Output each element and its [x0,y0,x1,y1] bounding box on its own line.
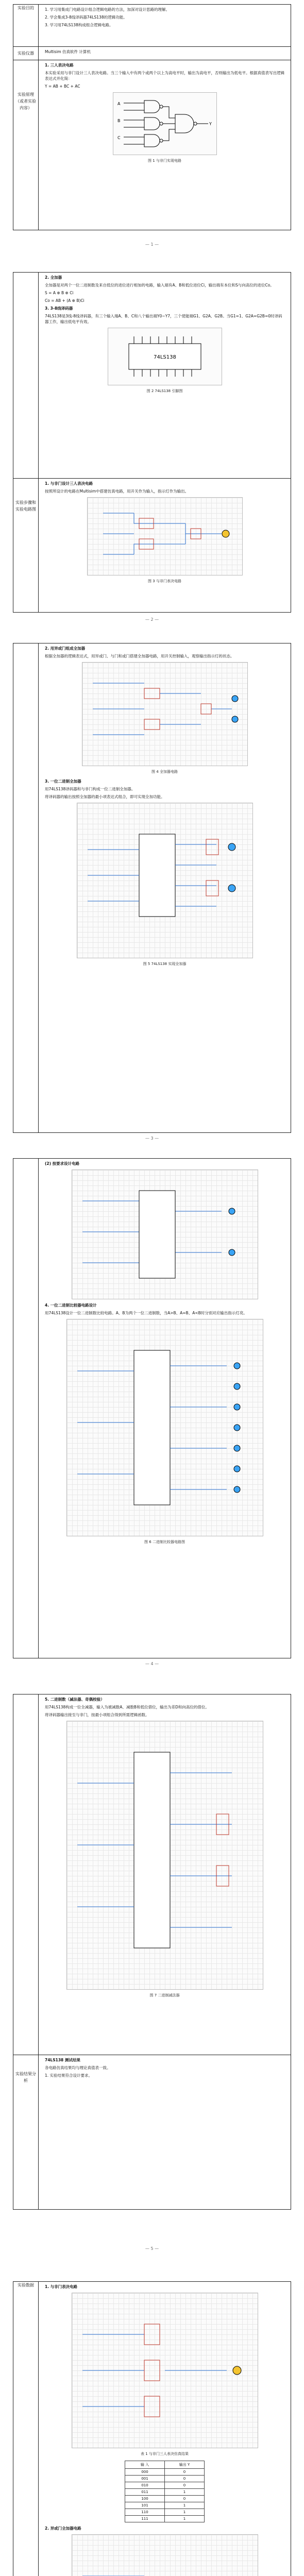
data1-title: 1. 与非门表决电路 [45,2284,78,2289]
step1-title: 1. 与非门设计三人表决电路 [45,481,93,486]
principle-label: 实验原理（或者实验内容） [13,60,39,230]
page-number-2: — 2 — [145,617,159,622]
objective-label: 实验目的 [13,5,39,47]
objective-2: 2. 学会集成3-8线译码器74LS138的逻辑功能。 [45,15,127,20]
page-number-1: — 1 — [145,242,159,247]
figure-decoder-adder [77,803,253,958]
figure-5-caption: 图 5 74LS138 实现全加器 [143,962,187,966]
figure-comparator [66,1319,263,1536]
step2-text: 根据全加器的逻辑表达式，用异或门、与门和或门搭建全加器电路，用开关控制输入，观察输出指示灯的状态。 [45,654,234,658]
svg-text:Y: Y [209,122,212,126]
section2-text: 全加器是对两个一位二进制数及来自低位的进位进行相加的电路，输入端有A、B和低位进位Ci，输出端有本位和S与向高位的进位Co。 [45,283,274,287]
page-5 [0,1690,304,2257]
step6-text2: 将译码器输出接至与非门，按最小项组合得到所需逻辑函数。 [45,1713,149,1717]
page-6 [0,2277,304,2576]
table-row: 000 0 [125,2469,205,2476]
result-label: 实验结果分析 [13,2055,39,2210]
report-table-1 [13,4,291,230]
step5-title: 4. 一位二进制比较器电路设计 [45,1303,97,1308]
figure-2-caption: 图 2 74LS138 引脚图 [146,389,183,393]
page-2 [0,268,304,629]
step5-text: 用74LS138设计一位二进制数比较电路。A、B为两个一位二进制数，当A>B、A=B、A<B时分别对应输出指示灯亮。 [45,1311,247,1315]
formula-sum: S = A ⊕ B ⊕ Ci [45,291,74,295]
report-table-6 [13,2281,291,2576]
step4-title: (2) 按要求设计电路 [45,1161,80,1166]
figure-1-caption: 图 1 与非门实现电路 [148,159,181,163]
step6-title: 5. 二进制数（减法器、奇偶校验） [45,1697,105,1702]
result-text: 各电路仿真结果均与理论真值表一致。 [45,2065,111,2070]
report-table-3 [13,643,291,1133]
table-row: 010 0 [125,2482,205,2489]
page-number-5: — 5 — [145,2246,159,2251]
page-number-4: — 4 — [145,1662,159,1666]
table-row: 111 1 [125,2516,205,2522]
result-text2: 1. 实验结果符合设计要求。 [45,2073,93,2078]
step2-title: 2. 用异或门组成全加器 [45,646,86,651]
section3-title: 3. 3-8线译码器 [45,306,73,311]
data2-title: 2. 异或门全加器电路 [45,2526,81,2531]
data-label: 实验数据 [13,2282,39,2576]
figure-subtractor [66,1721,263,1990]
figure-3-caption: 图 3 与非门表决电路 [148,579,181,583]
page-1 [0,0,304,258]
experiment-label: 实验步骤和实验电路图 [13,479,39,613]
step3-text2: 将译码器的输出按照全加器的最小项表达式组合，即可实现全加功能。 [45,794,165,799]
figure-step4-circuit [72,1170,258,1299]
chip-label: 74LS138 [153,354,176,360]
section2-title: 2. 全加器 [45,275,62,280]
page-4 [0,1154,304,1669]
formula-carry: Co = AB + (A ⊕ B)Ci [45,298,85,303]
figure-data1-circuit [72,2293,258,2448]
step3-text: 用74LS138译码器和与非门构成一位二进制全加器。 [45,787,136,791]
table-row: 001 0 [125,2476,205,2482]
section1-title: 1. 三人表决电路 [45,63,74,67]
equipment-text: Multisim 仿真软件 计算机 [45,49,91,54]
equipment-label: 实验仪器 [13,47,39,60]
figure-6-caption: 图 6 二进制比较器电路图 [144,1540,185,1544]
step1-text: 按照所设计的电路在Multisim中搭建仿真电路，用开关作为输入，指示灯作为输出。 [45,489,189,494]
section1-text: 本实验采用与非门设计三人表决电路。当三个输入中有两个或两个以上为高电平时，输出为高电平，否则输出为低电平。根据真值表写出逻辑表达式并化简： [45,71,284,81]
table-1-caption: 表 1 与非门三人表决仿真结果 [141,2452,189,2456]
page-number-3: — 3 — [145,1136,159,1141]
figure-nand-vote-circuit [87,497,243,575]
figure-data2-circuit [72,2534,258,2576]
result-title: 74LS138 测试结果 [45,2058,80,2062]
page-3 [0,639,304,1144]
svg-text:A: A [117,101,120,106]
section1-formula: Y = AB + BC + AC [45,84,80,89]
report-table-4 [13,1158,291,1658]
report-table-2 [13,272,291,613]
objective-3: 3. 学习用74LS138构成组合逻辑电路。 [45,23,113,27]
svg-text:C: C [117,135,121,140]
step3-title: 3. 一位二进制全加器 [45,779,81,784]
table-row: 110 1 [125,2509,205,2516]
table-row: 101 1 [125,2502,205,2509]
step6-text: 用74LS138构成一位全减器，输入为被减数A、减数B和低位借位，输出为差D和向高位的借位。 [45,1705,209,1709]
table-1: 输 入 输出 Y 000 0 001 0 010 0 011 1 100 0 101 1 110 1 111 1 [125,2461,205,2522]
objective-1: 1. 学习用集成门电路设计组合逻辑电路的方法，加深对设计思路的理解。 [45,7,170,12]
figure-74ls138-pinout [108,328,222,385]
figure-4-caption: 图 4 全加器电路 [151,770,178,774]
table-row: 011 1 [125,2489,205,2496]
report-table-5 [13,1694,291,2210]
figure-full-adder [82,662,248,766]
svg-text:B: B [117,118,120,123]
section3-text: 74LS138是3线-8线译码器，有三个输入端A、B、C和八个输出端Y0~Y7，三个使能端G1、G2A、G2B。当G1=1、G2A=G2B=0时译码器工作，输出低电平有效。 [45,314,282,324]
table-row: 100 0 [125,2496,205,2502]
figure-nand-gate-circuit [113,92,217,155]
figure-7-caption: 图 7 二进制减法器 [149,1993,180,1997]
gate-diagram [113,93,216,155]
